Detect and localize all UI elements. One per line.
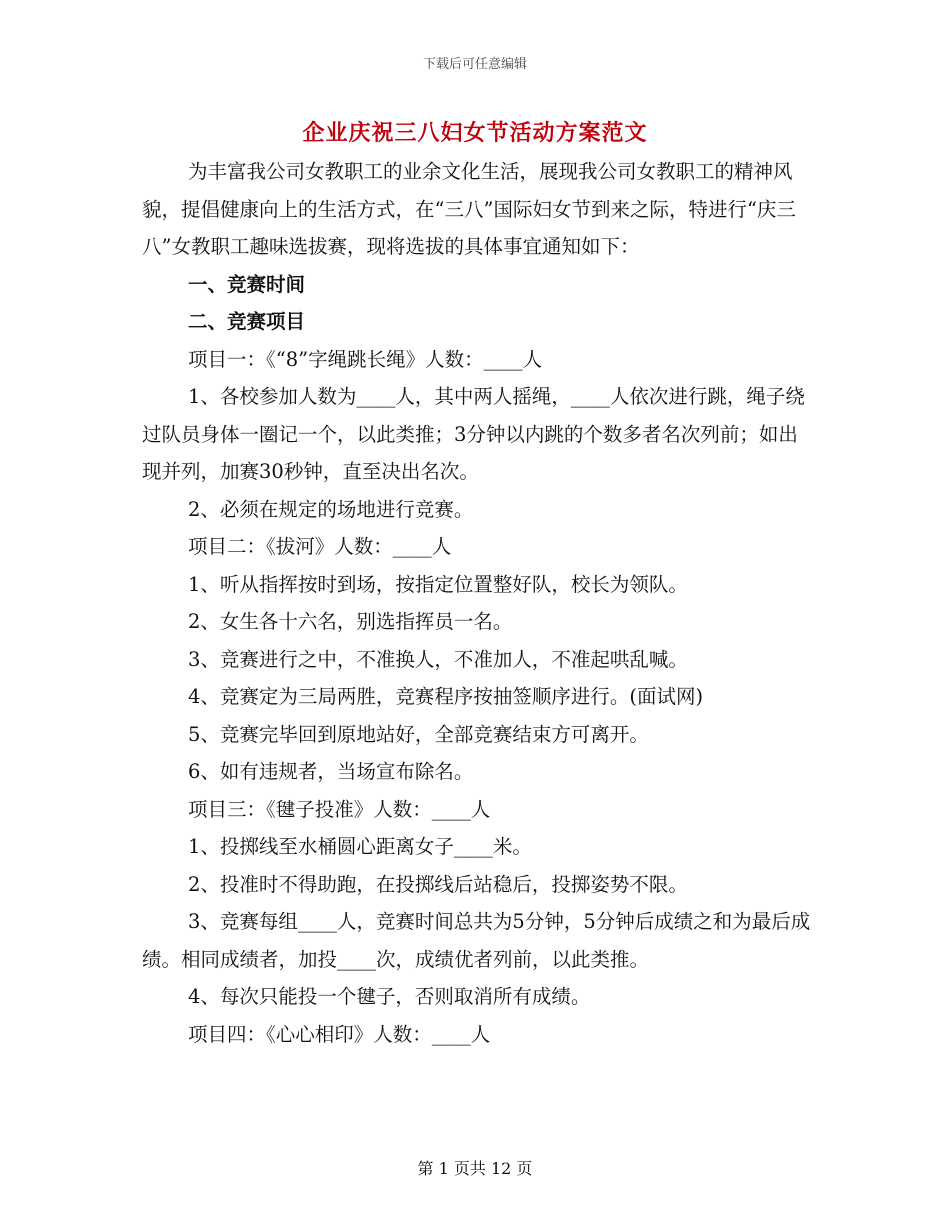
event-1-heading: 项目一：《“8”字绳跳长绳》人数：____人 bbox=[188, 347, 543, 371]
event-3-rule-3: 3、竞赛每组____人，竞赛时间总共为5分钟，5分钟后成绩之和为最后成绩。相同成绩者，加投____次，成绩优者列前，以此类推。 bbox=[142, 910, 811, 971]
event-2-rule-6: 6、如有违规者，当场宣布除名。 bbox=[188, 760, 474, 783]
intro-paragraph: 为丰富我公司女教职工的业余文化生活，展现我公司女教职工的精神风貌，提倡健康向上的生活方式，在“三八”国际妇女节到来之际，特进行“庆三八”女教职工趣味选拔赛，现将选拔的具体事宜通知如下： bbox=[142, 160, 796, 258]
event-2-heading: 项目二：《拔河》人数：____人 bbox=[188, 535, 452, 558]
section-heading-time: 一、竞赛时间 bbox=[188, 272, 306, 296]
event-3-heading: 项目三：《毽子投准》人数：____人 bbox=[188, 797, 491, 821]
event-4-heading: 项目四：《心心相印》人数：____人 bbox=[188, 1022, 491, 1046]
event-3-rule-1: 1、投掷线至水桶圆心距离女子____米。 bbox=[188, 835, 532, 858]
event-2-rule-4: 4、竞赛定为三局两胜，竞赛程序按抽签顺序进行。(面试网) bbox=[188, 685, 704, 708]
page-footer: 第 1 页共 12 页 bbox=[417, 1159, 533, 1178]
event-2-rule-2: 2、女生各十六名，别选指挥员一名。 bbox=[188, 610, 513, 633]
event-2-rule-3: 3、竞赛进行之中，不准换人，不准加人，不准起哄乱喊。 bbox=[188, 647, 688, 671]
document-body bbox=[142, 153, 812, 1053]
event-3-rule-4: 4、每次只能投一个毽子，否则取消所有成绩。 bbox=[188, 985, 591, 1008]
document-title: 企业庆祝三八妇女节活动方案范文 bbox=[302, 120, 648, 146]
event-3-rule-2: 2、投准时不得助跑，在投掷线后站稳后，投掷姿势不限。 bbox=[188, 872, 688, 896]
section-heading-events: 二、竞赛项目 bbox=[188, 310, 306, 333]
event-1-rule-2: 2、必须在规定的场地进行竞赛。 bbox=[188, 497, 474, 521]
event-2-rule-1: 1、听从指挥按时到场，按指定位置整好队，校长为领队。 bbox=[188, 572, 688, 596]
page-header: 下载后可任意编辑 bbox=[422, 57, 527, 72]
event-1-rule-1: 1、各校参加人数为____人，其中两人摇绳，____人依次进行跳，绳子绕过队员身体一圈记一个，以此类推；3分钟以内跳的个数多者名次列前；如出现并列，加赛30秒钟，直至决出名次。 bbox=[142, 385, 805, 483]
event-2-rule-5: 5、竞赛完毕回到原地站好，全部竞赛结束方可离开。 bbox=[188, 722, 649, 746]
